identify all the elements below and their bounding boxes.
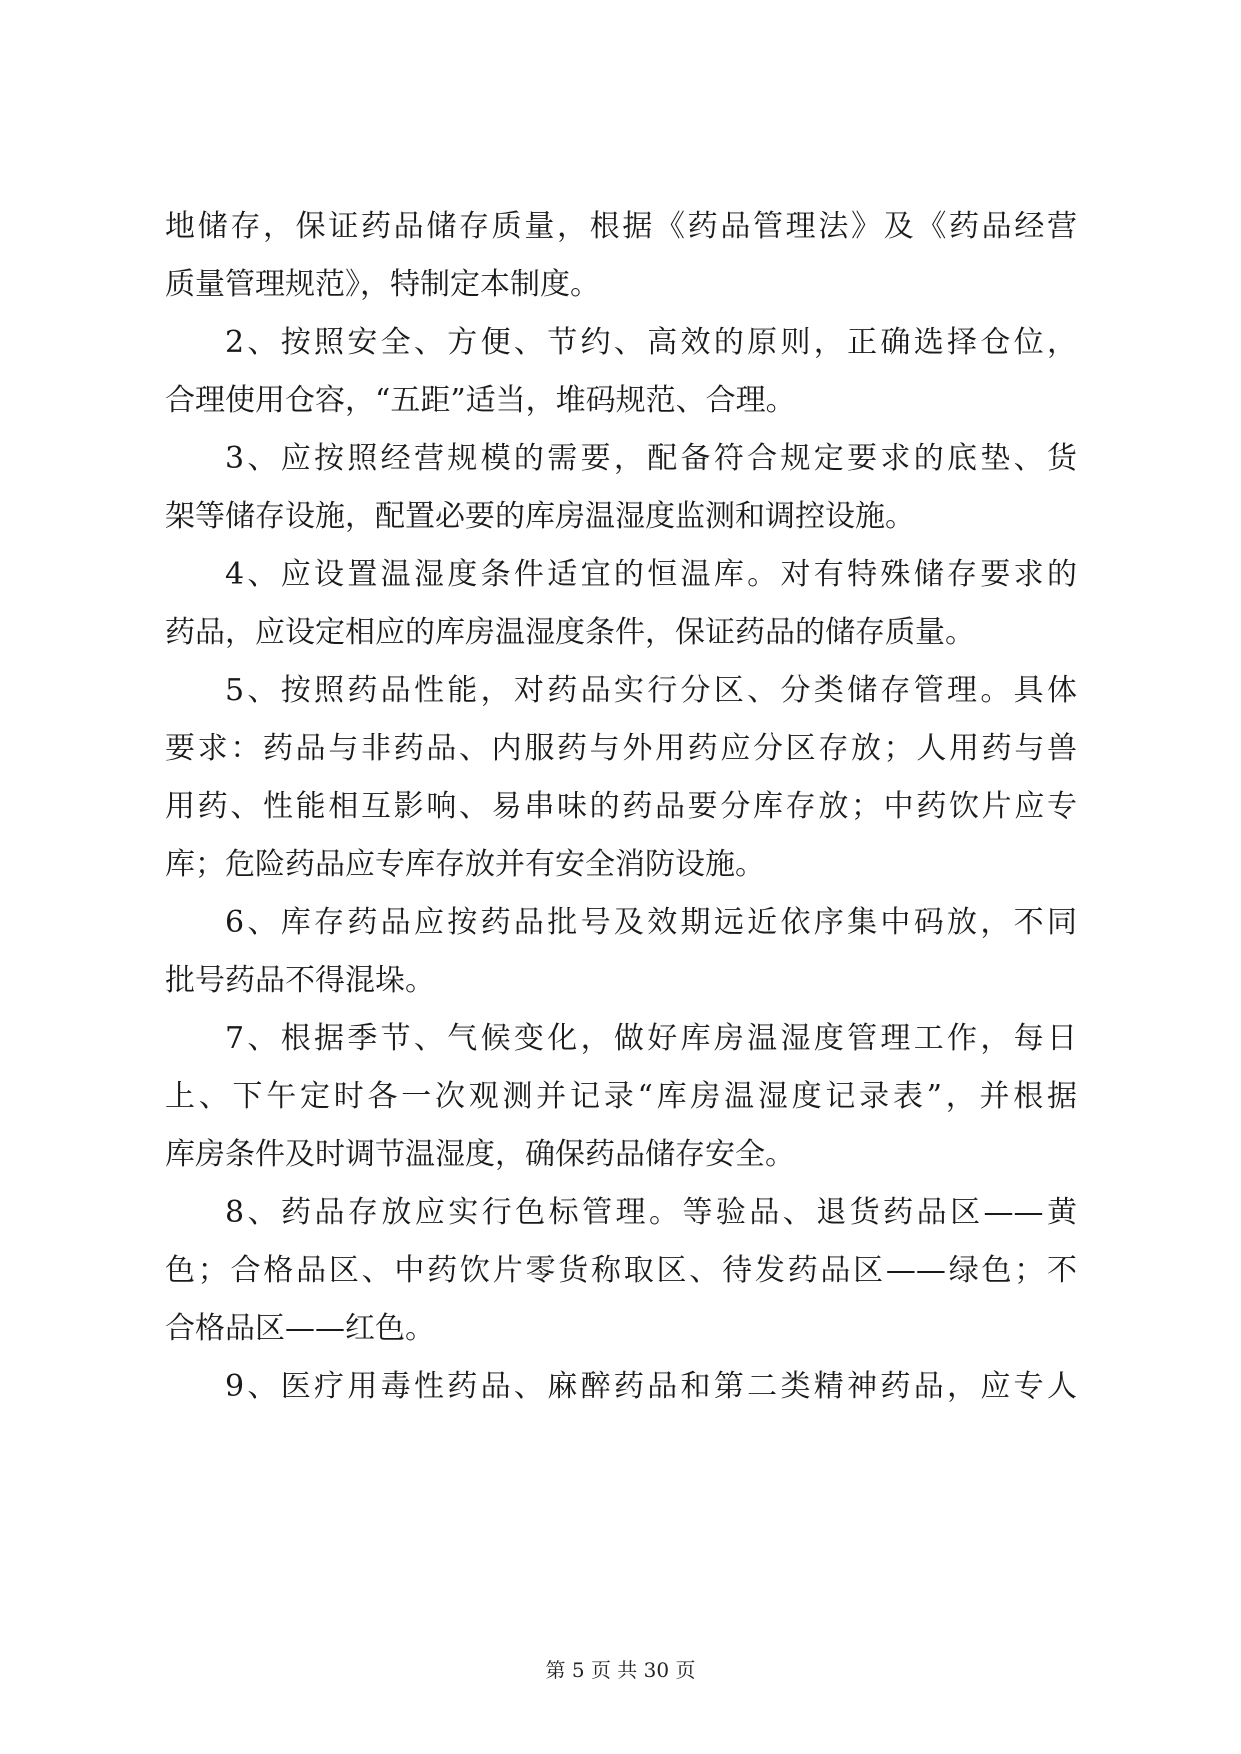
paragraph-line: 合格品区——红色。 [165,1311,435,1346]
paragraph-line: 色；合格品区、中药饮片零货称取区、待发药品区——绿色；不 [165,1253,1077,1288]
paragraph-line: 质量管理规范》，特制定本制度。 [165,267,600,302]
paragraph-line: 地储存，保证药品储存质量，根据《药品管理法》及《药品经营 [165,209,1077,244]
paragraph-line: 6、库存药品应按药品批号及效期远近依序集中码放，不同 [225,905,1077,940]
paragraph-line: 上、下午定时各一次观测并记录“库房温湿度记录表”，并根据 [165,1079,1077,1114]
paragraph-line: 7、根据季节、气候变化，做好库房温湿度管理工作，每日 [225,1021,1077,1056]
paragraph-line: 架等储存设施，配置必要的库房温湿度监测和调控设施。 [165,499,915,534]
paragraph-line: 8、药品存放应实行色标管理。等验品、退货药品区——黄 [225,1195,1077,1230]
paragraph-line: 5、按照药品性能，对药品实行分区、分类储存管理。具体 [225,673,1077,708]
paragraph-line: 要求：药品与非药品、内服药与外用药应分区存放；人用药与兽 [165,731,1077,766]
paragraph-line: 库；危险药品应专库存放并有安全消防设施。 [165,847,765,882]
paragraph-line: 3、应按照经营规模的需要，配备符合规定要求的底垫、货 [225,441,1077,476]
paragraph-line: 合理使用仓容，“五距”适当，堆码规范、合理。 [165,383,796,418]
paragraph-line: 库房条件及时调节温湿度，确保药品储存安全。 [165,1137,795,1172]
paragraph-line: 批号药品不得混垛。 [165,963,435,998]
paragraph-line: 4、应设置温湿度条件适宜的恒温库。对有特殊储存要求的 [225,557,1077,592]
document-body [165,198,1077,1416]
paragraph-line: 用药、性能相互影响、易串味的药品要分库存放；中药饮片应专 [165,789,1077,824]
paragraph-line: 药品，应设定相应的库房温湿度条件，保证药品的储存质量。 [165,615,975,650]
page-number-label: 第 5 页 共 30 页 [545,1658,696,1682]
paragraph-line: 2、按照安全、方便、节约、高效的原则，正确选择仓位， [225,325,1077,360]
paragraph-line: 9、医疗用毒性药品、麻醉药品和第二类精神药品，应专人 [225,1369,1077,1404]
page-footer [0,1656,1241,1684]
